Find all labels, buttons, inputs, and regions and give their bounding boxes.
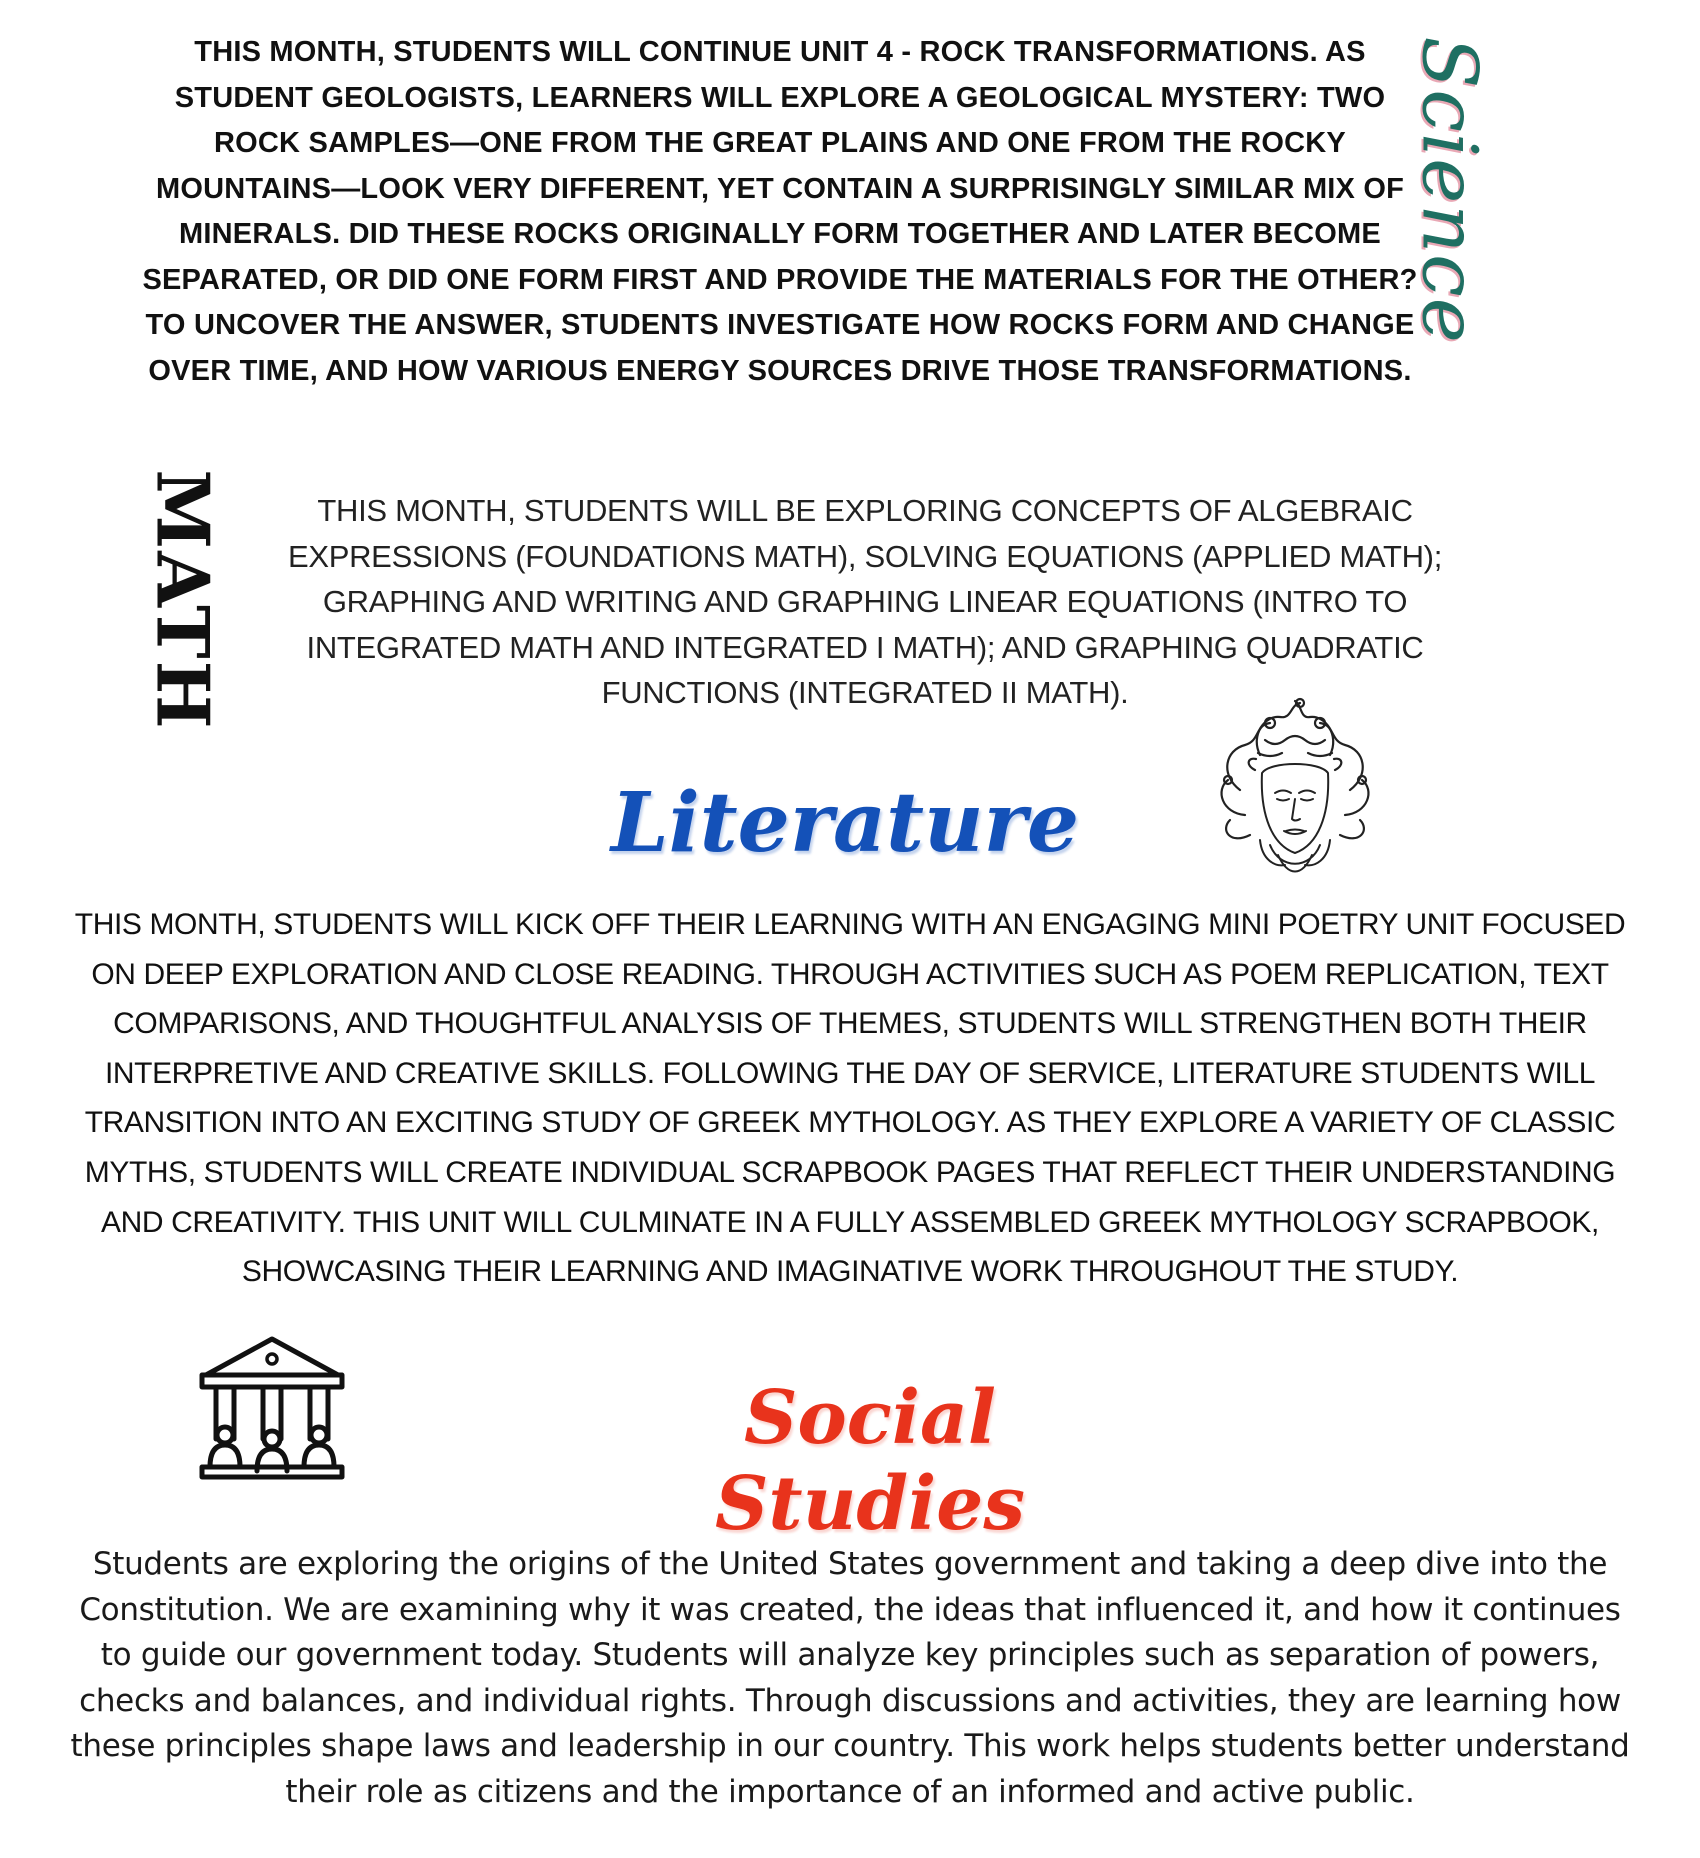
literature-description: THIS MONTH, STUDENTS WILL KICK OFF THEIR LEARNING WITH AN ENGAGING MINI POETRY UNIT FOCUSED ON DEEP EXPLORATION AND CLOSE READING. THROUGH ACTIVITIES SUCH AS POEM REPLICATION, TEXT COMPARISONS, AND THOUGHTFUL ANALYSIS OF THEMES, STUDENTS WILL STRENGTHEN BOTH THEIR INTERPRETIVE AND CREATIVE SKILLS. FOLLOWING THE DAY OF SERVICE, LITERATURE STUDENTS WILL TRANSITION INTO AN EXCITING STUDY OF GREEK MYTHOLOGY. AS THEY EXPLORE A VARIETY OF CLASSIC MYTHS, STUDENTS WILL CREATE INDIVIDUAL SCRAPBOOK PAGES THAT REFLECT THEIR UNDERSTANDING AND CREATIVITY. THIS UNIT WILL CULMINATE IN A FULLY ASSEMBLED GREEK MYTHOLOGY SCRAPBOOK, SHOWCASING THEIR LEARNING AND IMAGINATIVE WORK THROUGHOUT THE STUDY. bbox=[74, 908, 1626, 1289]
literature-heading: Literature bbox=[610, 775, 1080, 871]
social-studies-description: Students are exploring the origins of the United States government and taking a deep dive into the Constitution. We are examining why it was created, the ideas that influenced it, and how it continues to guide our government today. Students will analyze key principles such as separation of powers, checks and balances, and individual rights. Through discussions and activities, they are learning how these principles shape laws and leadership in our country. This work helps students better understand their role as citizens and the importance of an informed and active public. bbox=[70, 1546, 1630, 1810]
science-heading: Science bbox=[1405, 36, 1495, 344]
science-description: THIS MONTH, STUDENTS WILL CONTINUE UNIT 4 - ROCK TRANSFORMATIONS. AS STUDENT GEOLOGISTS, LEARNERS WILL EXPLORE A GEOLOGICAL MYSTERY: TWO ROCK SAMPLES—ONE FROM THE GREAT PLAINS AND ONE FROM THE ROCKY MOUNTAINS—LOOK VERY DIFFERENT, YET CONTAIN A SURPRISINGLY SIMILAR MIX OF MINERALS. DID THESE ROCKS ORIGINALLY FORM TOGETHER AND LATER BECOME SEPARATED, OR DID ONE FORM FIRST AND PROVIDE THE MATERIALS FOR THE OTHER? TO UNCOVER THE ANSWER, STUDENTS INVESTIGATE HOW ROCKS FORM AND CHANGE OVER TIME, AND HOW VARIOUS ENERGY SOURCES DRIVE THOSE TRANSFORMATIONS. bbox=[142, 36, 1418, 387]
math-description: THIS MONTH, STUDENTS WILL BE EXPLORING CONCEPTS OF ALGEBRAIC EXPRESSIONS (FOUNDATIONS MATH), SOLVING EQUATIONS (APPLIED MATH); GRAPHING AND WRITING AND GRAPHING LINEAR EQUATIONS (INTRO TO INTEGRATED MATH AND INTEGRATED I MATH); AND GRAPHING QUADRATIC FUNCTIONS (INTEGRATED II MATH). bbox=[287, 493, 1443, 710]
social-studies-heading: Social Studies bbox=[714, 1375, 1026, 1547]
math-heading: MATH bbox=[140, 469, 226, 731]
government-building-icon bbox=[198, 1335, 346, 1483]
medusa-face bbox=[1262, 764, 1328, 853]
medusa-head-illustration bbox=[1200, 695, 1390, 880]
snake-knot bbox=[1260, 840, 1330, 872]
snake-hair bbox=[1222, 699, 1369, 838]
